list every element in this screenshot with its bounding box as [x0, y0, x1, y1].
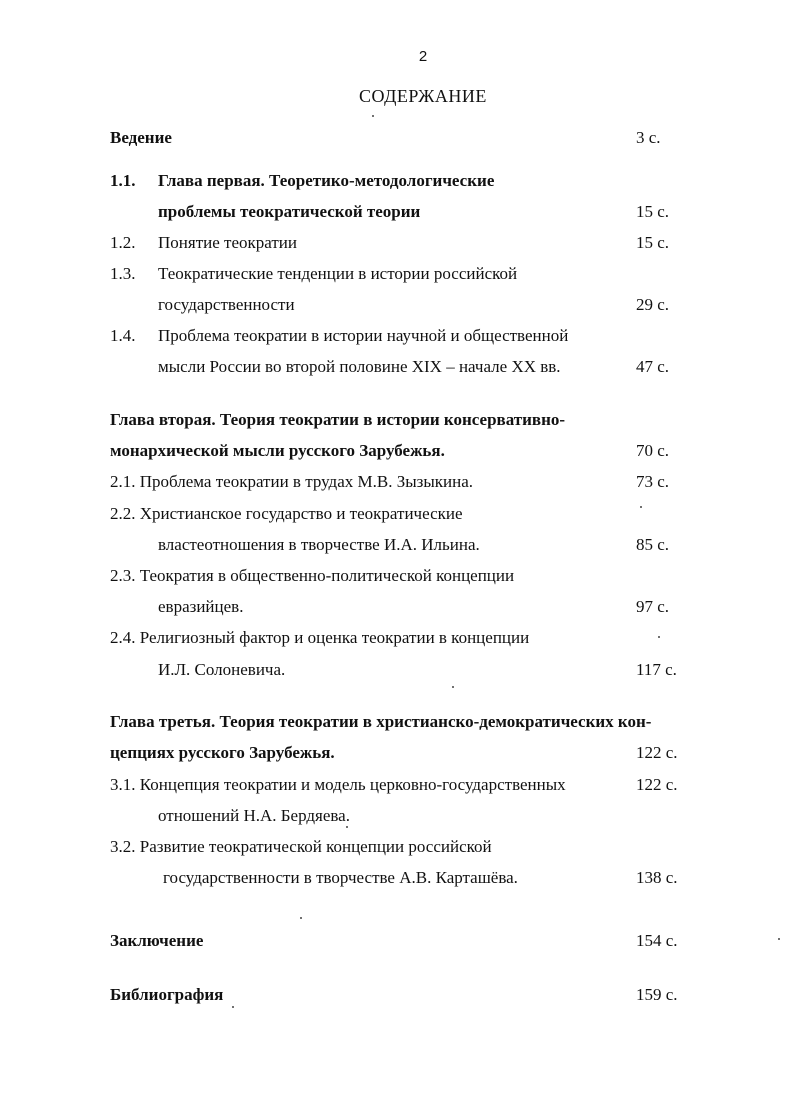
toc-entry-text-line2: евразийцев.: [158, 597, 244, 616]
scan-speck: [346, 826, 348, 828]
toc-entry-text-line1: 2.4. Религиозный фактор и оценка теократии в концепции: [110, 628, 530, 647]
toc-chapter-1-title-line1: Глава первая. Теоретико-методологические: [158, 171, 495, 190]
toc-entry-text: Понятие теократии: [158, 233, 297, 252]
toc-entry-text-line2: государственности в творчестве А.В. Карташёва.: [163, 868, 518, 887]
toc-entry-page: 15 с.: [636, 233, 670, 252]
toc-entry-text-line1: 3.1. Концепция теократии и модель церковно-государственных: [110, 775, 566, 794]
toc-entry-number: 1.3.: [110, 264, 136, 283]
toc-entry-number: 1.2.: [110, 233, 136, 252]
toc-entry-number: 1.4.: [110, 326, 136, 345]
page-number: 2: [418, 48, 428, 65]
toc-entry-text-line1: 2.2. Христианское государство и теократические: [110, 504, 463, 523]
toc-chapter-3-title-line1: Глава третья. Теория теократии в христианско-демократических кон-: [110, 712, 652, 731]
toc-entry-page: 29 с.: [636, 295, 670, 314]
toc-entry-page: 47 с.: [636, 357, 670, 376]
toc-entry-page: 122 с.: [636, 775, 678, 794]
toc-entry-page: 117 с.: [636, 660, 677, 679]
toc-entry-text-line2: отношений Н.А. Бердяева.: [158, 806, 350, 825]
toc-entry-text-line2: государственности: [158, 295, 295, 314]
page-title: СОДЕРЖАНИЕ: [359, 86, 487, 106]
toc-label-intro: Ведение: [110, 128, 172, 147]
toc-entry-text-line1: Теократические тенденции в истории российской: [158, 264, 518, 283]
toc-entry-text-line1: 3.2. Развитие теократической концепции российской: [110, 837, 492, 856]
toc-chapter-1-page: 15 с.: [636, 202, 670, 221]
toc-chapter-2-page: 70 с.: [636, 441, 670, 460]
toc-chapter-1-number: 1.1.: [110, 171, 136, 190]
toc-entry-page: 97 с.: [636, 597, 670, 616]
scan-speck: [778, 938, 780, 940]
scan-speck: [640, 506, 642, 508]
toc-page-conclusion: 154 с.: [636, 931, 678, 950]
scan-speck: [452, 686, 454, 688]
scan-speck: [658, 636, 660, 638]
toc-chapter-2-title-line2: монархической мысли русского Зарубежья.: [110, 441, 445, 460]
toc-entry-text-line2: властеотношения в творчестве И.А. Ильина.: [158, 535, 480, 554]
toc-chapter-1-title-line2: проблемы теократической теории: [158, 202, 421, 221]
toc-page-bibliography: 159 с.: [636, 985, 678, 1004]
toc-chapter-3-title-line2: цепциях русского Зарубежья.: [110, 743, 335, 762]
scan-speck: [372, 115, 374, 117]
toc-entry-text-line1: 2.3. Теократия в общественно-политической концепции: [110, 566, 515, 585]
toc-label-bibliography: Библиография: [110, 985, 224, 1004]
toc-entry-page: 73 с.: [636, 472, 670, 491]
toc-chapter-2-title-line1: Глава вторая. Теория теократии в истории консервативно-: [110, 410, 566, 429]
toc-chapter-3-page: 122 с.: [636, 743, 678, 762]
scan-speck: [300, 917, 302, 919]
toc-label-conclusion: Заключение: [110, 931, 204, 950]
toc-entry-text: 2.1. Проблема теократии в трудах М.В. Зызыкина.: [110, 472, 474, 491]
toc-entry-text-line2: И.Л. Солоневича.: [158, 660, 286, 679]
scan-speck: [232, 1006, 234, 1008]
toc-page-intro: 3 с.: [636, 128, 661, 147]
toc-entry-text-line1: Проблема теократии в истории научной и общественной: [158, 326, 569, 345]
toc-entry-page: 85 с.: [636, 535, 670, 554]
toc-entry-page: 138 с.: [636, 868, 678, 887]
toc-entry-text-line2: мысли России во второй половине XIX – начале XX вв.: [158, 357, 561, 376]
